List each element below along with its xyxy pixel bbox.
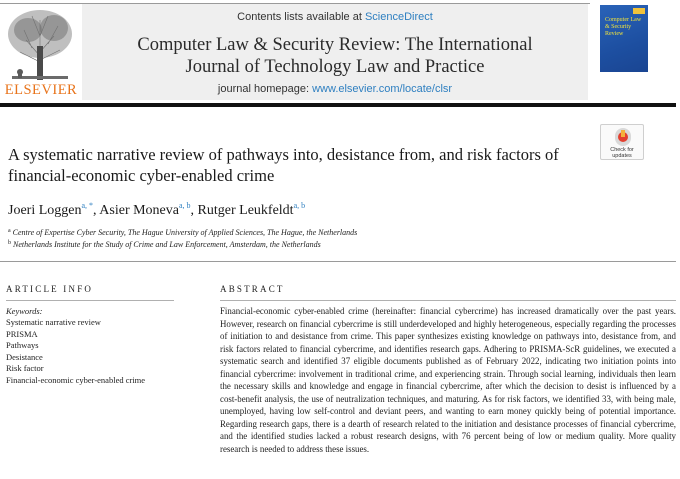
- keyword-item: Financial-economic cyber-enabled crime: [6, 374, 146, 385]
- keywords-list: [6, 317, 145, 386]
- crossmark-icon: [615, 128, 631, 146]
- cover-title: Computer Law & Security Review: [605, 17, 642, 37]
- affiliation-text: Centre of Expertise Cyber Security, The Hague University of Applied Sciences, The Hague, the Netherlands: [12, 228, 358, 237]
- keyword-item: Desistance: [6, 351, 43, 362]
- author-name[interactable]: Asier Moneva: [99, 203, 179, 218]
- article-info-heading: ARTICLE INFO: [6, 284, 94, 294]
- author-name[interactable]: Rutger Leukfeldt: [197, 203, 294, 218]
- journal-header-box: [82, 4, 588, 100]
- keyword-item: Pathways: [6, 340, 39, 350]
- cover-logo-mark: [633, 8, 645, 14]
- keyword-item: Systematic narrative review: [6, 317, 101, 327]
- author-list: Joeri Loggen$^{a, *}$, Asier Moneva$^{a, b}$, Rutger Leukfeldt$^{a, b}$: [8, 201, 306, 218]
- check-for-updates-button[interactable]: [600, 124, 644, 160]
- homepage-line: [82, 83, 588, 95]
- homepage-prefix: journal homepage:: [217, 83, 313, 95]
- journal-title: [82, 34, 588, 78]
- keyword-item: PRISMA: [6, 328, 38, 339]
- journal-title-line-1: Computer Law & Security Review: The International: [137, 35, 533, 55]
- abstract-heading: ABSTRACT: [220, 284, 285, 294]
- article-title: A systematic narrative review of pathways into, desistance from, and risk factors of financial-economic cyber-enabled crime: [8, 145, 559, 185]
- abstract-rule: [220, 300, 676, 301]
- affiliation-mark: a: [8, 228, 11, 234]
- keywords-label: Keywords:: [6, 306, 43, 316]
- affiliation-a: [8, 228, 357, 237]
- article-info-rule: [6, 300, 174, 301]
- affiliation-mark: b: [8, 240, 11, 246]
- contents-prefix: Contents lists available at: [237, 11, 365, 23]
- author-affiliation-marks[interactable]: a, b: [178, 201, 191, 210]
- author-affiliation-marks[interactable]: a, *: [81, 201, 94, 210]
- contents-line: [82, 11, 588, 23]
- journal-cover-image[interactable]: [600, 5, 648, 72]
- journal-title-line-2: Journal of Technology Law and Practice: [185, 57, 485, 77]
- abstract-text: Financial-economic cyber-enabled crime (hereinafter: financial cybercrime) has increased dramatically over the past years. However, research on financial cybercrime is still underdeveloped and highly heterogeneous, especially regarding the processes of initiation to and desistance from crime. This paper synthesizes existing knowledge on pathways into, desistance from, and risk factors related to financial cybercrime, and identifies research gaps. Adhering to PRISMA-ScR guidelines, we executed a systematic search and identified 37 eligible documents published as of February 2022, indicating two initiation points into financial cybercrime: involvement in traditional crime, and experiencing strain. Through social learning, individuals then learn the necessary skills and knowledge and engage in financial cybercrime, after which the decision to desist is influenced by a cost-benefit analysis, the use of neutralization techniques, and maturing. As for risk factors, we identified 33, with being male, unemployed, having low self-control and deviant peers, and wanting to earn money quickly being of potential importance. Regarding research gaps, there is a dearth of research related to the initiation and desistance processes of financial cybercrime, and the identified studies lacked a robust research designs, with 76 percent being of low or medium quality. More quality research is needed to address these issues.: [220, 306, 676, 454]
- journal-homepage-link[interactable]: www.elsevier.com/locate/clsr: [312, 83, 453, 95]
- publisher-name: ELSEVIER: [4, 82, 78, 98]
- keyword-item: Risk factor: [6, 363, 44, 373]
- section-divider: [0, 261, 676, 262]
- header-divider: [0, 103, 676, 107]
- sciencedirect-link[interactable]: ScienceDirect: [364, 11, 433, 23]
- affiliation-b: [8, 240, 321, 249]
- author-name[interactable]: Joeri Loggen: [8, 203, 82, 218]
- author-affiliation-marks[interactable]: a, b: [293, 201, 306, 210]
- affiliation-text: Netherlands Institute for the Study of Crime and Law Enforcement, Amsterdam, the Netherlands: [13, 240, 321, 249]
- check-for-updates-label: Check for updates: [610, 147, 634, 159]
